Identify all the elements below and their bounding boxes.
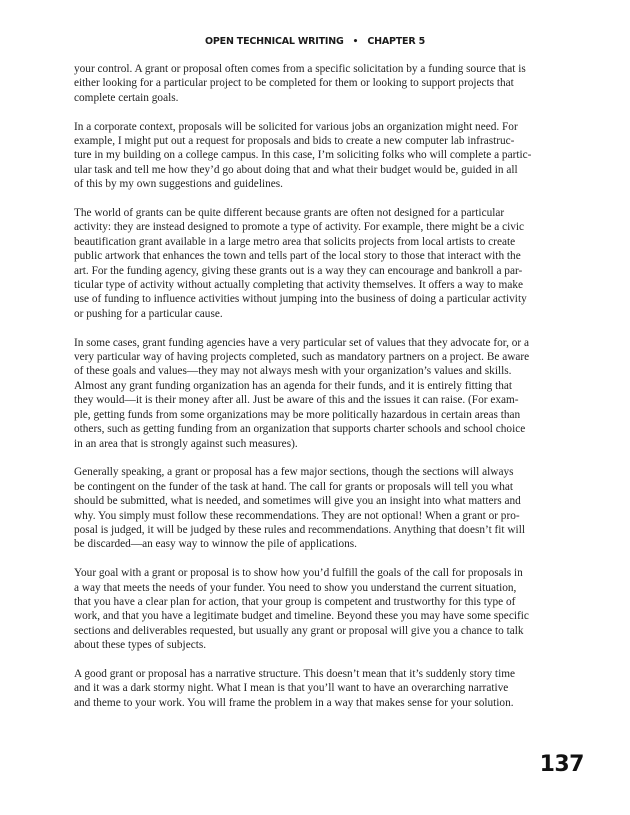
text-line: of this by my own suggestions and guidelines.	[74, 178, 283, 191]
paragraph	[74, 465, 554, 551]
text-line: activity: they are instead designed to promote a type of activity. For example, there might be a civic	[74, 221, 525, 234]
text-line: and it was a dark stormy night. What I mean is that you’ll want to have an overarching narrative	[74, 682, 509, 695]
text-line: why. You simply must follow these recommendations. They are not optional! When a grant or pro-	[74, 509, 520, 522]
text-line: posal is judged, it will be judged by these rules and recommendations. Anything that doesn’t fit will	[74, 523, 525, 536]
text-line: ple, getting funds from some organizations may be more politically hazardous in certain areas than	[74, 408, 521, 421]
paragraph	[74, 667, 554, 710]
text-line: about these types of subjects.	[74, 639, 207, 652]
paragraph	[74, 120, 554, 192]
text-line: sections and deliverables requested, but usually any grant or proposal will give you a chance to talk	[74, 624, 524, 637]
paragraph	[74, 206, 554, 321]
text-line: and theme to your work. You will frame the problem in a way that makes sense for your solution.	[74, 696, 514, 709]
running-header	[0, 36, 630, 47]
text-line: ticular type of activity without actually completing that activity themselves. It offers a way to make	[74, 279, 524, 292]
text-line: Almost any grant funding organization has an agenda for their funds, and it is entirely fitting that	[74, 379, 513, 392]
text-line: or pushing for a particular cause.	[74, 307, 223, 320]
paragraph	[74, 336, 554, 451]
header-separator: •	[352, 37, 359, 47]
body-text	[74, 62, 554, 725]
text-line: ture in my building on a college campus. In this case, I’m soliciting folks who will complete a partic-	[74, 149, 532, 162]
text-line: they would—it is their money after all. Just be aware of this and the issues it can raise. (For exam-	[74, 394, 519, 407]
chapter-label: CHAPTER 5	[367, 36, 425, 47]
text-line: work, and that you have a legitimate budget and timeline. Beyond these you may have some specific	[74, 610, 529, 623]
text-line: of these goals and values—they may not always mesh with your organization’s values and skills.	[74, 365, 512, 378]
text-line: in an area that is strongly against such measures).	[74, 437, 298, 450]
text-line: be contingent on the funder of the task at hand. The call for grants or proposals will tell you what	[74, 480, 514, 493]
page-number: 137	[539, 752, 584, 777]
text-line: should be submitted, what is needed, and sometimes will give you an insight into what matters and	[74, 495, 521, 508]
book-title: OPEN TECHNICAL WRITING	[205, 36, 344, 47]
text-line: Your goal with a grant or proposal is to show how you’d fulfill the goals of the call for proposals in	[74, 567, 523, 580]
text-line: beautification grant available in a large metro area that solicits projects from local artists to create	[74, 235, 516, 248]
text-line: complete certain goals.	[74, 91, 179, 104]
text-line: The world of grants can be quite different because grants are often not designed for a particular	[74, 207, 505, 220]
paragraph	[74, 62, 554, 105]
text-line: ular task and tell me how they’d go about doing that and what their budget would be, guided in all	[74, 163, 518, 176]
text-line: Generally speaking, a grant or proposal has a few major sections, though the sections will always	[74, 466, 514, 479]
text-line: your control. A grant or proposal often comes from a specific solicitation by a funding source that is	[74, 63, 526, 75]
text-line: art. For the funding agency, giving these grants out is a way they can encourage and bankroll a par-	[74, 264, 523, 277]
text-line: very particular way of having projects completed, such as mandatory partners on a project. Be aware	[74, 351, 530, 364]
paragraph	[74, 566, 554, 652]
text-line: a way that meets the needs of your funder. You need to show you understand the current situation,	[74, 581, 517, 594]
text-line: others, such as getting funding from an organization that supports charter schools and school choice	[74, 423, 526, 436]
text-line: that you have a clear plan for action, that your group is competent and trustworthy for this type of	[74, 595, 516, 608]
text-line: A good grant or proposal has a narrative structure. This doesn’t mean that it’s suddenly story time	[74, 667, 516, 680]
text-line: In a corporate context, proposals will be solicited for various jobs an organization might need. For	[74, 120, 518, 133]
text-line: use of funding to influence activities without jumping into the business of doing a particular activity	[74, 293, 527, 306]
text-line: public artwork that enhances the town and tells part of the local story to those that interact with the	[74, 250, 521, 263]
text-line: In some cases, grant funding agencies have a very particular set of values that they advocate for, or a	[74, 336, 530, 349]
text-line: be discarded—an easy way to winnow the pile of applications.	[74, 538, 357, 551]
text-line: example, I might put out a request for proposals and bids to create a new computer lab infrastruc-	[74, 135, 515, 148]
text-line: either looking for a particular project to be completed for them or looking to support projects that	[74, 77, 514, 90]
